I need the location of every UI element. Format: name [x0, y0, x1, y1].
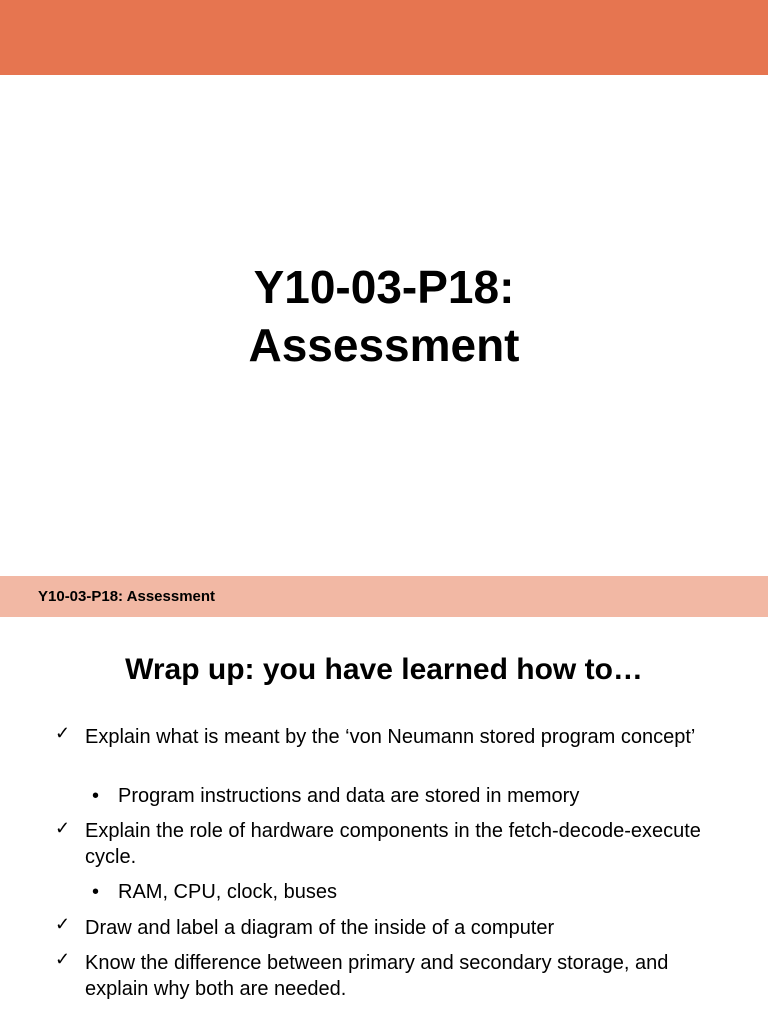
check-icon: ✓: [55, 914, 71, 934]
slide-header-band: [0, 576, 768, 617]
check-icon: ✓: [55, 818, 71, 838]
sub-bullet-text: Program instructions and data are stored in memory: [118, 785, 580, 807]
checklist-item-text: Draw and label a diagram of the inside of a computer: [85, 917, 555, 939]
checklist-item: [0, 722, 768, 812]
checklist-item: [0, 817, 768, 907]
bullet-icon: •: [92, 785, 100, 807]
slide-title: [0, 258, 768, 374]
checklist-item-text: Explain the role of hardware components in the fetch-decode-execute cycle.: [85, 820, 701, 868]
check-icon: ✓: [55, 949, 71, 969]
checklist-item-text: Know the difference between primary and secondary storage, and explain why both are needed.: [85, 952, 669, 1000]
checklist-item: [0, 948, 768, 1008]
checklist-item: [0, 913, 768, 943]
top-accent-band: [0, 0, 768, 75]
wrap-up-heading: Wrap up: you have learned how to…: [125, 653, 643, 686]
slide-header-text: Y10-03-P18: Assessment: [38, 588, 216, 605]
check-icon: ✓: [55, 723, 71, 743]
checklist-item-text: Explain what is meant by the ‘von Neumann stored program concept’: [85, 726, 696, 748]
title-line-2: Assessment: [248, 319, 520, 371]
sub-bullet-text: RAM, CPU, clock, buses: [118, 881, 337, 903]
bullet-icon: •: [92, 881, 100, 903]
title-line-1: Y10-03-P18:: [253, 261, 515, 313]
